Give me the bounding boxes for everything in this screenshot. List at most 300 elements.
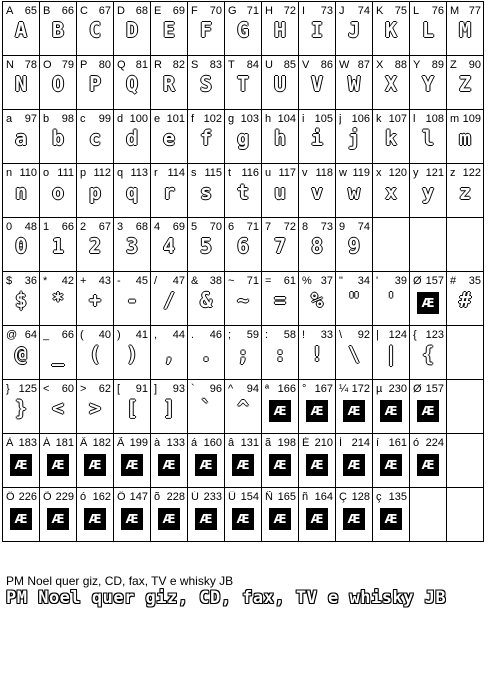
glyph-sample (151, 235, 187, 257)
glyph-cell (39, 271, 77, 326)
glyph-code: 82 (172, 59, 185, 71)
glyph-sample-char: V (310, 72, 324, 96)
glyph-sample-char: ~ (236, 288, 250, 312)
glyph-sample-char: R (162, 72, 176, 96)
glyph-cell (187, 325, 225, 380)
glyph-char: M (450, 5, 460, 17)
glyph-char: + (80, 275, 87, 287)
glyph-code: 62 (98, 383, 111, 395)
glyph-sample (225, 19, 261, 41)
glyph-code: 97 (24, 113, 37, 125)
glyph-sample-char: S (199, 72, 213, 96)
glyph-char: q (117, 167, 124, 179)
glyph-sample-char: t (236, 180, 250, 204)
glyph-label (265, 275, 296, 287)
glyph-label (154, 437, 185, 449)
glyph-label (80, 383, 111, 395)
glyph-label (339, 383, 370, 395)
glyph-cell (372, 271, 410, 326)
glyph-label (6, 275, 37, 287)
glyph-code: 118 (315, 167, 333, 179)
glyph-sample (447, 289, 483, 311)
glyph-code: 157 (425, 383, 444, 395)
glyph-cell (150, 379, 188, 434)
glyph-char: ^ (228, 383, 234, 395)
glyph-sample-char: x (384, 180, 398, 204)
glyph-label (43, 383, 74, 395)
glyph-code: 45 (135, 275, 148, 287)
missing-glyph-box: Æ (380, 454, 402, 476)
glyph-sample (262, 127, 298, 149)
glyph-code: 38 (209, 275, 222, 287)
glyph-sample-char: Y (421, 72, 435, 96)
glyph-sample-char: $ (14, 288, 28, 312)
glyph-sample-char: j (347, 126, 361, 150)
glyph-label (191, 5, 222, 17)
glyph-sample-char: > (88, 396, 102, 420)
glyph-cell (298, 1, 336, 56)
glyph-cell (39, 217, 77, 272)
glyph-sample (40, 397, 76, 419)
glyph-code: 80 (98, 59, 111, 71)
glyph-code: 60 (61, 383, 74, 395)
missing-glyph-box: Æ (306, 400, 328, 422)
glyph-cell (150, 217, 188, 272)
glyph-char: á (191, 437, 198, 449)
glyph-code: 228 (166, 491, 185, 503)
glyph-sample (40, 73, 76, 95)
glyph-sample (225, 289, 261, 311)
glyph-code: 78 (24, 59, 37, 71)
glyph-code: 112 (93, 167, 111, 179)
glyph-cell (76, 433, 114, 488)
glyph-sample (299, 73, 335, 95)
missing-glyph-box: Æ (195, 508, 217, 530)
glyph-char: à (154, 437, 161, 449)
glyph-label (6, 383, 37, 395)
glyph-sample (114, 235, 150, 257)
glyph-char: & (191, 275, 199, 287)
missing-glyph-box: Æ (47, 454, 69, 476)
glyph-cell (372, 1, 410, 56)
glyph-char: A (6, 5, 14, 17)
glyph-cell (298, 55, 336, 110)
glyph-label (43, 221, 74, 233)
glyph-sample-char: o (51, 180, 65, 204)
missing-glyph-box: Æ (417, 292, 439, 314)
glyph-code: 229 (55, 491, 74, 503)
glyph-label (191, 437, 222, 449)
glyph-sample (114, 19, 150, 41)
glyph-cell (187, 55, 225, 110)
glyph-cell (261, 433, 299, 488)
glyph-char: j (339, 113, 342, 125)
glyph-sample-char: i (310, 126, 324, 150)
glyph-code: 70 (209, 5, 222, 17)
glyph-label (154, 329, 185, 341)
glyph-code: 115 (204, 167, 222, 179)
glyph-char: , (154, 329, 158, 341)
glyph-code: 224 (425, 437, 444, 449)
glyph-sample-char: L (421, 18, 435, 42)
glyph-cell (2, 109, 40, 164)
missing-glyph-box: Æ (232, 454, 254, 476)
glyph-code: 77 (468, 5, 481, 17)
glyph-sample-char: : (273, 342, 287, 366)
glyph-sample-char: q (125, 180, 139, 204)
glyph-code: 128 (351, 491, 370, 503)
glyph-char: J (339, 5, 345, 17)
glyph-char: Ç (339, 491, 347, 503)
glyph-char: í (376, 437, 380, 449)
glyph-char: ` (191, 383, 195, 395)
glyph-sample-char: p (88, 180, 102, 204)
glyph-sample (188, 181, 224, 203)
glyph-label (376, 167, 407, 179)
glyph-char: m (450, 113, 460, 125)
glyph-code: 33 (320, 329, 333, 341)
glyph-code: 84 (246, 59, 259, 71)
glyph-label (228, 221, 259, 233)
missing-glyph-box: Æ (10, 508, 32, 530)
glyph-char: < (43, 383, 50, 395)
glyph-sample-char: A (14, 18, 28, 42)
glyph-cell (2, 163, 40, 218)
glyph-cell (113, 217, 151, 272)
glyph-cell (224, 325, 262, 380)
glyph-sample (225, 127, 261, 149)
glyph-cell (261, 1, 299, 56)
glyph-label (450, 275, 481, 287)
glyph-code: 36 (24, 275, 37, 287)
glyph-char: f (191, 113, 195, 125)
glyph-char: Â (80, 437, 88, 449)
glyph-char: D (117, 5, 125, 17)
glyph-label (339, 113, 370, 125)
glyph-cell (2, 433, 40, 488)
glyph-cell (335, 271, 373, 326)
glyph-label (339, 167, 370, 179)
glyph-char: Ñ (265, 491, 273, 503)
glyph-label (117, 167, 148, 179)
glyph-label (228, 383, 259, 395)
glyph-label (302, 275, 333, 287)
glyph-cell (2, 271, 40, 326)
glyph-code: 120 (388, 167, 407, 179)
glyph-label (191, 167, 222, 179)
glyph-label (80, 221, 111, 233)
glyph-code: 119 (352, 167, 370, 179)
glyph-code: 85 (283, 59, 296, 71)
glyph-sample-char: [ (125, 396, 139, 420)
glyph-char: h (265, 113, 272, 125)
glyph-sample-char: X (384, 72, 398, 96)
glyph-code: 109 (462, 113, 481, 125)
glyph-sample-char: b (51, 126, 65, 150)
glyph-code: 88 (394, 59, 407, 71)
glyph-sample (373, 19, 409, 41)
glyph-sample-char: | (384, 342, 398, 366)
glyph-char: C (80, 5, 88, 17)
glyph-code: 110 (19, 167, 37, 179)
glyph-sample (151, 289, 187, 311)
glyph-code: 74 (357, 221, 370, 233)
glyph-sample-char: 4 (162, 234, 176, 258)
glyph-label (117, 437, 148, 449)
glyph-code: 44 (172, 329, 185, 341)
glyph-cell (39, 109, 77, 164)
glyph-char: Á (43, 437, 51, 449)
glyph-sample-char: c (88, 126, 102, 150)
missing-glyph-box: Æ (47, 508, 69, 530)
glyph-label (154, 383, 185, 395)
glyph-cell (113, 109, 151, 164)
sample-text-rendered: PM Noel quer giz, CD, fax, TV e whisky JB (6, 588, 447, 608)
glyph-row (2, 56, 496, 111)
glyph-sample (77, 289, 113, 311)
glyph-char: I (302, 5, 306, 17)
glyph-code: 114 (167, 167, 185, 179)
glyph-cell (372, 433, 410, 488)
glyph-code: 162 (92, 491, 111, 503)
glyph-code: 92 (357, 329, 370, 341)
glyph-char: Z (450, 59, 457, 71)
glyph-row (2, 434, 496, 489)
glyph-code: 61 (283, 275, 296, 287)
glyph-code: 91 (135, 383, 148, 395)
glyph-code: 69 (172, 5, 185, 17)
glyph-row (2, 380, 496, 435)
glyph-code: 86 (320, 59, 333, 71)
glyph-cell (261, 109, 299, 164)
glyph-char: \ (339, 329, 343, 341)
glyph-label (376, 275, 407, 287)
glyph-cell (298, 271, 336, 326)
glyph-sample-char: Q (125, 72, 139, 96)
glyph-sample (114, 397, 150, 419)
glyph-sample (336, 289, 372, 311)
glyph-label (228, 167, 259, 179)
glyph-code: 154 (240, 491, 259, 503)
glyph-char: = (265, 275, 272, 287)
glyph-sample-char: ( (88, 342, 102, 366)
glyph-label (80, 437, 111, 449)
glyph-char: S (191, 59, 199, 71)
glyph-sample-char: < (51, 396, 65, 420)
glyph-cell (76, 217, 114, 272)
glyph-label (413, 383, 444, 395)
glyph-sample (114, 127, 150, 149)
glyph-code: 73 (320, 221, 333, 233)
glyph-cell (261, 163, 299, 218)
glyph-label (413, 59, 444, 71)
missing-glyph-box: Æ (269, 454, 291, 476)
glyph-label (117, 275, 148, 287)
glyph-code: 125 (18, 383, 37, 395)
glyph-char: o (43, 167, 50, 179)
glyph-cell (187, 433, 225, 488)
glyph-label (191, 221, 222, 233)
glyph-row (2, 272, 496, 327)
glyph-sample (336, 19, 372, 41)
glyph-label (191, 491, 222, 503)
glyph-label (339, 275, 370, 287)
glyph-code: 123 (425, 329, 444, 341)
glyph-sample-char: + (88, 288, 102, 312)
glyph-sample (410, 73, 446, 95)
glyph-cell (409, 487, 447, 542)
glyph-cell (335, 55, 373, 110)
glyph-label (302, 383, 333, 395)
glyph-cell (372, 379, 410, 434)
glyph-cell (335, 109, 373, 164)
glyph-label (339, 491, 370, 503)
glyph-sample-char: = (273, 288, 287, 312)
glyph-char: a (6, 113, 13, 125)
glyph-sample (77, 19, 113, 41)
glyph-code: 39 (394, 275, 407, 287)
glyph-cell (446, 163, 484, 218)
glyph-sample-char: P (88, 72, 102, 96)
glyph-cell (39, 487, 77, 542)
glyph-char: i (302, 113, 305, 125)
glyph-sample-char: U (273, 72, 287, 96)
glyph-char: c (80, 113, 86, 125)
glyph-cell (409, 325, 447, 380)
glyph-label (80, 491, 111, 503)
glyph-label (413, 437, 444, 449)
glyph-label (376, 329, 407, 341)
glyph-sample-char: " (347, 288, 361, 312)
glyph-cell (298, 433, 336, 488)
glyph-code: 76 (431, 5, 444, 17)
glyph-cell (39, 433, 77, 488)
glyph-char: k (376, 113, 382, 125)
glyph-label (376, 491, 407, 503)
glyph-char: 1 (43, 221, 50, 233)
glyph-sample-char: ] (162, 396, 176, 420)
glyph-sample-char: s (199, 180, 213, 204)
glyph-char: / (154, 275, 158, 287)
glyph-cell (224, 55, 262, 110)
glyph-label (339, 221, 370, 233)
glyph-char: n (6, 167, 13, 179)
glyph-cell (113, 55, 151, 110)
glyph-cell (372, 487, 410, 542)
glyph-sample-char: - (125, 288, 139, 312)
glyph-sample (3, 289, 39, 311)
glyph-label (6, 221, 37, 233)
glyph-cell (2, 325, 40, 380)
glyph-cell (224, 1, 262, 56)
glyph-label (80, 113, 111, 125)
glyph-sample (3, 397, 39, 419)
glyph-sample-char: % (310, 288, 324, 312)
glyph-label (80, 5, 111, 17)
glyph-char: E (154, 5, 162, 17)
glyph-char: ñ (302, 491, 309, 503)
glyph-label (376, 59, 407, 71)
glyph-sample-char: { (421, 342, 435, 366)
glyph-cell (409, 217, 447, 272)
glyph-code: 96 (209, 383, 222, 395)
glyph-char: G (228, 5, 237, 17)
glyph-label (117, 113, 148, 125)
glyph-label (80, 167, 111, 179)
glyph-sample-char: I (310, 18, 324, 42)
glyph-char: Q (117, 59, 126, 71)
glyph-row (2, 110, 496, 165)
glyph-label (154, 5, 185, 17)
glyph-cell (76, 1, 114, 56)
glyph-char: _ (43, 329, 50, 341)
glyph-label (413, 113, 444, 125)
glyph-code: 72 (283, 5, 296, 17)
glyph-cell (76, 379, 114, 434)
glyph-label (43, 5, 74, 17)
glyph-label (450, 167, 481, 179)
glyph-code: 68 (135, 5, 148, 17)
glyph-char: % (302, 275, 312, 287)
glyph-cell (150, 163, 188, 218)
glyph-char: : (265, 329, 269, 341)
glyph-sample (447, 181, 483, 203)
glyph-cell (335, 163, 373, 218)
glyph-sample (373, 181, 409, 203)
glyph-sample-char: Z (458, 72, 472, 96)
glyph-code: 46 (209, 329, 222, 341)
glyph-label (191, 59, 222, 71)
glyph-char: ó (80, 491, 87, 503)
glyph-sample (188, 73, 224, 95)
glyph-sample (151, 181, 187, 203)
glyph-sample (77, 343, 113, 365)
missing-glyph-box: Æ (269, 400, 291, 422)
glyph-cell (335, 433, 373, 488)
glyph-sample (114, 73, 150, 95)
glyph-char: e (154, 113, 161, 125)
glyph-label (43, 437, 74, 449)
glyph-sample (188, 19, 224, 41)
glyph-sample-char: @ (14, 342, 28, 366)
glyph-label (376, 5, 407, 17)
glyph-code: 181 (55, 437, 74, 449)
glyph-code: 35 (468, 275, 481, 287)
glyph-code: 101 (166, 113, 185, 125)
glyph-sample-char: N (14, 72, 28, 96)
glyph-label (6, 491, 37, 503)
glyph-cell (39, 163, 77, 218)
glyph-char: y (413, 167, 419, 179)
glyph-cell (76, 325, 114, 380)
glyph-label (80, 329, 111, 341)
glyph-char: 0 (6, 221, 13, 233)
glyph-sample (151, 73, 187, 95)
glyph-cell (39, 379, 77, 434)
glyph-row (2, 2, 496, 57)
glyph-sample-char: # (458, 288, 472, 312)
glyph-code: 99 (98, 113, 111, 125)
glyph-label (117, 329, 148, 341)
glyph-code: 198 (277, 437, 296, 449)
glyph-label (302, 221, 333, 233)
glyph-code: 34 (357, 275, 370, 287)
glyph-code: 68 (135, 221, 148, 233)
glyph-cell (39, 325, 77, 380)
glyph-code: 81 (135, 59, 148, 71)
glyph-code: 124 (388, 329, 407, 341)
glyph-cell (187, 217, 225, 272)
